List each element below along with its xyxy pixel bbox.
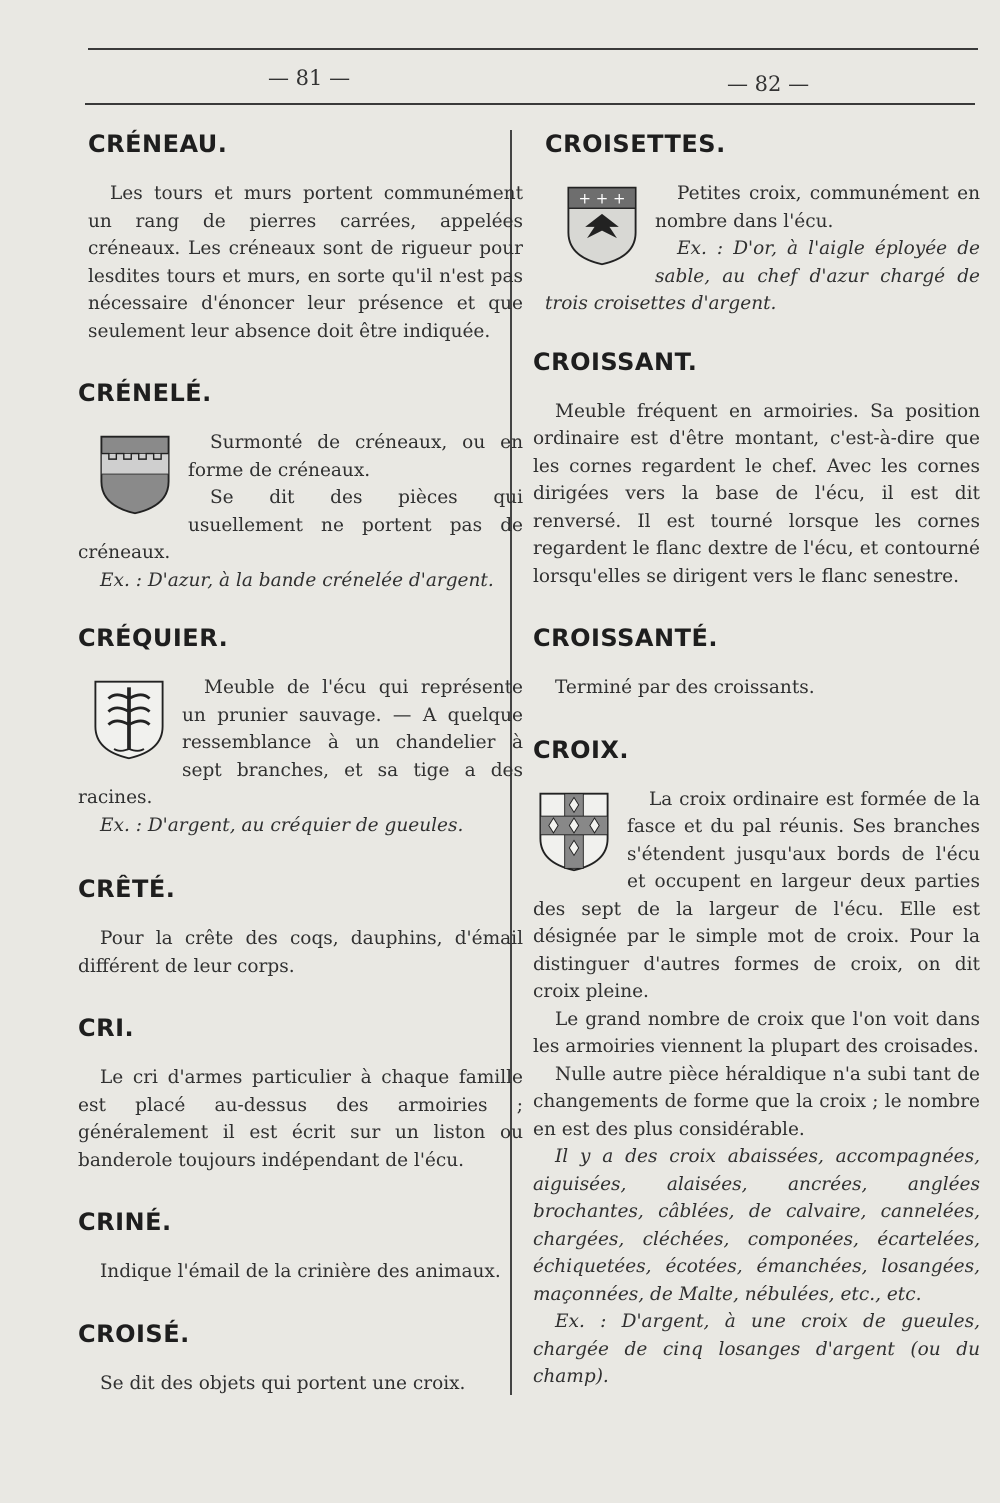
page-number-right: — 82 — [727,72,810,96]
entry-croisettes [545,130,980,318]
header-rule [85,103,975,105]
entry-text: Les tours et murs portent communément un rang de pierres carrées, appelées créneaux. Les créneaux sont de rigueur pour lesdites tours et murs, en sorte qu'il n'est pas nécessaire d'énoncer leur présence et que seulement leur absence doit être indiquée. [88,183,523,342]
entry-title: CRÉNEAU. [88,130,228,158]
svg-text:+ + +: + + + [578,189,626,208]
left-page-column [78,130,523,1423]
entry-title: CRÉNELÉ. [78,379,212,407]
entry-text: Le cri d'armes particulier à chaque famille est placé au-dessus des armoiries ; généralement il est écrit sur un liston ou banderole toujours indépendant de l'écu. [78,1067,523,1171]
entry-example: Ex. : D'argent, à une croix de gueules, chargée de cinq losanges d'argent (ou du champ). [533,1311,980,1387]
entry-text: Terminé par des croissants. [555,677,815,698]
entry-creneau [88,130,523,345]
entry-title: CRINÉ. [78,1208,172,1236]
entry-text: La croix ordinaire est formée de la fasce et du pal réunis. Ses branches s'étendent jusqu'aux bords de l'écu et occupent en largeur deux parties des sept de la largeur de l'écu. Elle est désignée par le simple mot de croix. Pour la distinguer d'autres formes de croix, on dit croix pleine. [533,788,980,1002]
shield-croix-icon [535,790,613,874]
page-number-left: — 81 — [268,66,351,90]
top-rule [88,48,978,50]
entry-title: CROISSANTÉ. [533,624,718,652]
entry-crine [78,1208,523,1286]
right-page-column [533,130,980,1417]
entry-text: Nulle autre pièce héraldique n'a subi tant de changements de forme que la croix ; le nombre en est des plus considérable. [533,1063,980,1140]
entry-text: Le grand nombre de croix que l'on voit dans les armoiries viennent la plupart des croisades. [533,1008,980,1057]
entry-croissante [533,624,980,702]
entry-title: CROISÉ. [78,1319,190,1348]
entry-text: Meuble fréquent en armoiries. Sa position ordinaire est d'être montant, c'est-à-dire que les cornes regardent le chef. Avec les cornes dirigées vers la base de l'écu, il est dit renversé. Il est tourné lorsque les cornes regardent le flanc dextre de l'écu, et contourné lorsqu'elles se dirigent vers le flanc senestre. [533,400,980,587]
entry-text: Pour la crête des coqs, dauphins, d'émail différent de leur corps. [78,928,523,977]
entry-example: Ex. : D'azur, à la bande crénelée d'argent. [100,569,494,591]
entry-title: CRÊTÉ. [78,875,176,903]
entry-title: CROIX. [533,735,630,764]
entry-crete [78,875,523,980]
shield-crequier-icon [90,678,168,762]
entry-text: Surmonté de créneaux, ou en forme de créneaux. [188,432,523,481]
entry-croix [533,736,980,1391]
entry-cri [78,1014,523,1174]
entry-title: CRÉQUIER. [78,624,229,652]
entry-croise [78,1320,523,1398]
entry-croissant [533,348,980,591]
shield-crenele-icon [96,433,174,517]
entry-text: Se dit des objets qui portent une croix. [100,1372,466,1394]
entry-text: Il y a des croix abaissées, accompagnées, aiguisées, alaisées, ancrées, anglées brochantes, câblées, de calvaire, cannelées, chargées, cléchées, componées, écartelées, échiquetées, écotées, émanchées, losangées, maçonnées, de Malte, nébulées, etc., etc. [533,1146,980,1305]
shield-croisettes-icon [563,184,641,268]
entry-crenele [78,379,523,594]
entry-crequier [78,624,523,839]
entry-title: CROISETTES. [545,130,726,158]
entry-example: Ex. : D'argent, au créquier de gueules. [100,814,464,836]
entry-text: Se dit des pièces qui usuellement ne portent pas de créneaux. [78,487,523,563]
entry-text: Petites croix, communément en nombre dans l'écu. [655,183,980,232]
entry-title: CRI. [78,1014,135,1042]
entry-title: CROISSANT. [533,347,698,376]
entry-example: Ex. : D'or, à l'aigle éployée de sable, au chef d'azur chargé de trois croisettes d'argent. [545,238,980,314]
entry-text: Meuble de l'écu qui représente un prunier sauvage. — A quelque ressemblance à un chandelier à sept branches, et sa tige a des racines. [78,677,523,808]
entry-text: Indique l'émail de la crinière des animaux. [100,1261,501,1282]
